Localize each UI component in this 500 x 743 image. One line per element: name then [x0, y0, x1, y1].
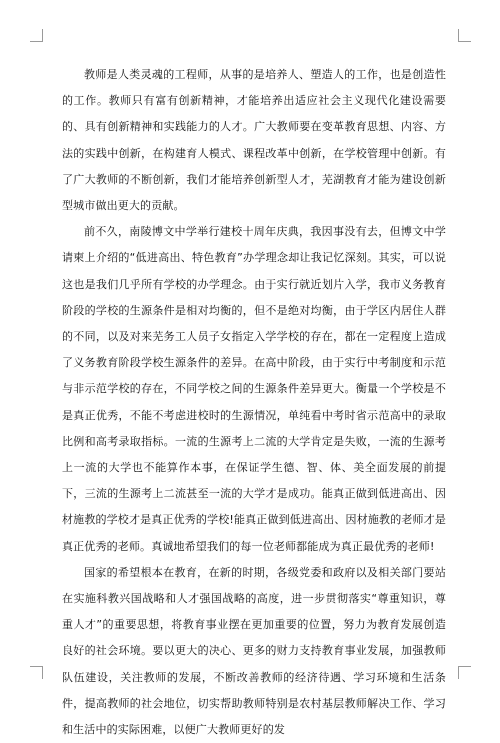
crop-mark-bottom-left: [30, 666, 43, 679]
paragraph-teacher-innovation: 教师是人类灵魂的工程师，从事的是培养人、塑造人的工作，也是创造性的工作。教师只有富有创新精神，才能培养出适应社会主义现代化建设需要的、具有创新精神和实践能力的人才。广大教师要在变革教育思想、内容、方法的实践中创新，在构建育人模式、课程改革中创新，在学校管理中创新。有了广大教师的不断创新，我们才能培养创新型人才，芜湖教育才能为建设创新型城市做出更大的贡献。: [62, 68, 446, 213]
crop-mark-top-left: [30, 29, 43, 42]
crop-mark-bottom-right: [458, 666, 471, 679]
crop-mark-top-right: [458, 29, 471, 42]
paragraph-school-philosophy: 前不久，南陵博文中学举行建校十周年庆典，我因事没有去，但博文中学请柬上介绍的“低进高出、特色教育”办学理念却让我记忆深刻。其实，可以说这也是我们几乎所有学校的办学理念。由于实行就近划片入学，我市义务教育阶段的学校的生源条件是相对均衡的，但不是绝对均衡，由于学区内居住人群的不同，以及对来芜务工人员子女指定入学学校的存在，都在一定程度上造成了义务教育阶段学校生源条件的差异。在高中阶段，由于实行中考制度和示范与非示范学校的存在，不同学校之间的生源条件差异更大。衡量一个学校是不是真正优秀，不能不考虑进校时的生源情况，单纯看中考时省示范高中的录取比例和高考录取指标。一流的生源考上二流的大学肯定是失败，一流的生源考上一流的大学也不能算作本事，在保证学生德、智、体、美全面发展的前提下，三流的生源考上二流甚至一流的大学才是成功。能真正做到低进高出、因材施教的学校才是真正优秀的学校!能真正做到低进高出、因材施教的老师才是真正优秀的老师。真诚地希望我们的每一位老师都能成为真正最优秀的老师!: [62, 225, 446, 553]
paragraph-national-hope: 国家的希望根本在教育，在新的时期，各级党委和政府以及相关部门要站在实施科教兴国战略和人才强国战略的高度，进一步贯彻落实“尊重知识，尊重人才”的重要思想，将教育事业摆在更加重要的位置，努力为教育发展创造良好的社会环境。要以更大的决心、更多的财力支持教育事业发展，加强教师队伍建设，关注教师的发展，不断改善教师的经济待遇、学习环境和生活条件，提高教师的社会地位，切实帮助教师特别是农村基层教师解决工作、学习和生活中的实际困难，以便广大教师更好的发: [62, 565, 446, 737]
document-body: [62, 62, 446, 743]
